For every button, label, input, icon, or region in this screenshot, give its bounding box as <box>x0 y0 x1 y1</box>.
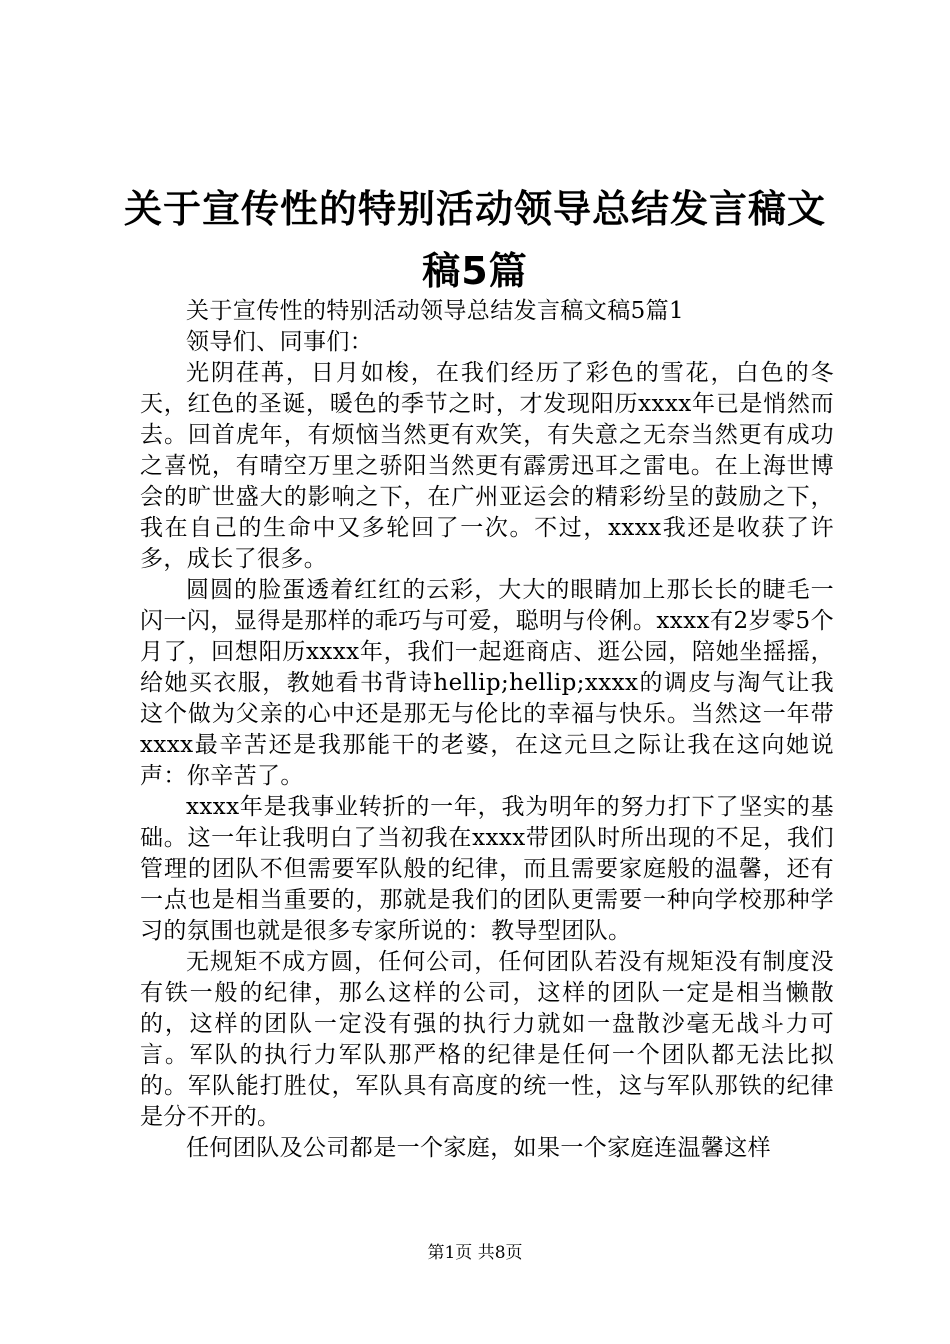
paragraph: 无规矩不成方圆，任何公司，任何团队若没有规矩没有制度没有铁一般的纪律，那么这样的公司，这样的团队一定是相当懒散的，这样的团队一定没有强的执行力就如一盘散沙毫无战斗力可言。军队的执行力军队那严格的纪律是任何一个团队都无法比拟的。军队能打胜仗，军队具有高度的统一性，这与军队那铁的纪律是分不开的。 <box>140 949 834 1130</box>
paragraph: 圆圆的脸蛋透着红红的云彩，大大的眼睛加上那长长的睫毛一闪一闪，显得是那样的乖巧与可爱，聪明与伶俐。xxxx有2岁零5个月了，回想阳历xxxx年，我们一起逛商店、逛公园，陪她坐摇摇，给她买衣服，教她看书背诗hellip;hellip;xxxx的调皮与淘气让我这个做为父亲的心中还是那无与伦比的幸福与快乐。当然这一年带xxxx最辛苦还是我那能干的老婆，在这元旦之际让我在这向她说声：你辛苦了。 <box>140 577 834 789</box>
document-body <box>140 296 834 1164</box>
document-title: 关于宣传性的特别活动领导总结发言稿文稿5篇 <box>123 187 826 293</box>
paragraph-heading: 关于宣传性的特别活动领导总结发言稿文稿5篇1 <box>186 298 685 324</box>
paragraph-salutation: 领导们、同事们： <box>186 329 374 355</box>
paragraph: xxxx年是我事业转折的一年，我为明年的努力打下了坚实的基础。这一年让我明白了当初我在xxxx带团队时所出现的不足，我们管理的团队不但需要军队般的纪律，而且需要家庭般的温馨，还有一点也是相当重要的，那就是我们的团队更需要一种向学校那种学习的氛围也就是很多专家所说的：教导型团队。 <box>140 794 834 944</box>
paragraph: 任何团队及公司都是一个家庭，如果一个家庭连温馨这样 <box>186 1135 771 1161</box>
paragraph: 光阴荏苒，日月如梭，在我们经历了彩色的雪花，白色的冬天，红色的圣诞，暖色的季节之时，才发现阳历xxxx年已是悄然而去。回首虎年，有烦恼当然更有欢笑，有失意之无奈当然更有成功之喜悦，有晴空万里之骄阳当然更有霹雳迅耳之雷电。在上海世博会的旷世盛大的影响之下，在广州亚运会的精彩纷呈的鼓励之下，我在自己的生命中又多轮回了一次。不过，xxxx我还是收获了许多，成长了很多。 <box>140 360 834 572</box>
page-footer: 第1页 共8页 <box>427 1243 523 1263</box>
